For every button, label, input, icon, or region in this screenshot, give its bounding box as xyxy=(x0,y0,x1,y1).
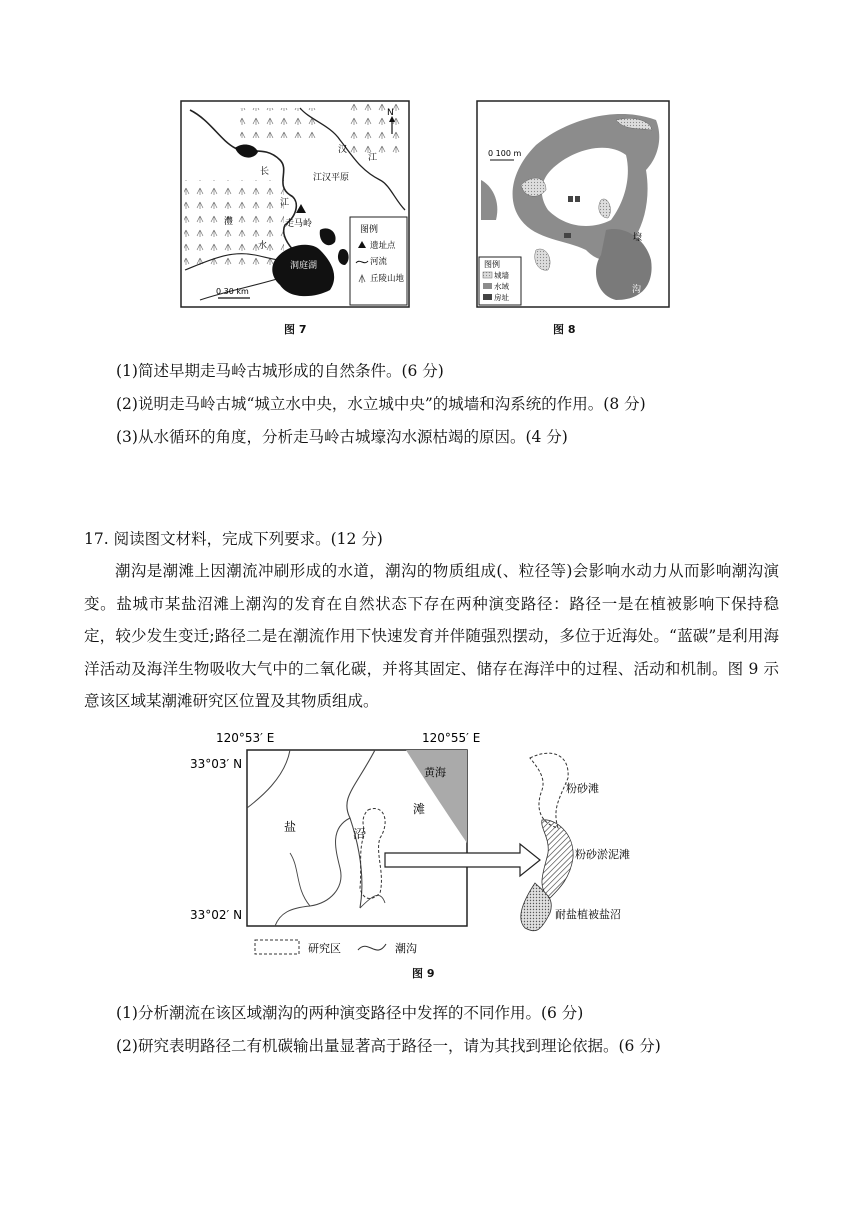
label-site: 走马岭 xyxy=(285,219,313,229)
figure-7-caption: 图 7 xyxy=(284,323,307,336)
lon-label-1: 120°53′ E xyxy=(216,731,275,745)
label-chang: 长 xyxy=(260,167,270,177)
hills-west xyxy=(184,180,284,270)
hills-north xyxy=(240,108,320,138)
figure-9-caption: 图 9 xyxy=(412,967,435,980)
hills-northeast xyxy=(350,104,405,154)
legend-item-river: 河流 xyxy=(370,257,388,267)
label-lake: 洞庭湖 xyxy=(290,261,318,271)
north-label: N xyxy=(387,108,394,118)
lat-label-1: 33°03′ N xyxy=(190,757,243,771)
legend-item-hills: 丘陵山地 xyxy=(370,274,405,284)
q17-item-1: (1)分析潮流在该区域潮沟的两种演变路径中发挥的不同作用。(6 分) xyxy=(116,1004,584,1022)
figure-8-caption: 图 8 xyxy=(553,323,576,336)
label-sea: 黄海 xyxy=(424,766,446,779)
legend-title: 图例 xyxy=(484,260,500,269)
label-zone-3: 耐盐植被盐沼 xyxy=(555,908,621,921)
label-han: 汉 xyxy=(338,145,348,155)
house-1 xyxy=(568,196,573,202)
house-3 xyxy=(564,233,571,238)
house-2 xyxy=(575,196,580,202)
legend-water-icon xyxy=(483,283,492,289)
legend-item-site: 遗址点 xyxy=(370,241,396,251)
legend-study-label: 研究区 xyxy=(308,942,341,955)
figure-8-map xyxy=(476,100,670,308)
q17-paragraph: 潮沟是潮滩上因潮流冲刷形成的水道，潮沟的物质组成(、粒径等)会影响水动力从而影响潮沟演变。盐城市某盐沼滩上潮沟的发育在自然状态下存在两种演变路径：路径一是在植被影响下保持稳定，较少发生变迁;路径二是在潮流作用下快速发育并伴随强烈摆动，多位于近海处。“蓝碳”是利用海洋活动及海洋生物吸收大气中的二氧化碳，并将其固定、储存在海洋中的过程、活动和机制。图 9 示意该区域某潮滩研究区位置及其物质组成。 xyxy=(84,562,779,710)
zone-silt-mud xyxy=(542,820,573,898)
zone-silt-beach xyxy=(530,753,568,828)
legend-creek-icon xyxy=(358,944,386,950)
label-jiang2: 江 xyxy=(368,153,378,163)
legend-item-wall: 城墙 xyxy=(494,271,509,280)
legend-study-icon xyxy=(255,940,299,954)
scale-label: 0 30 km xyxy=(216,287,249,296)
lon-label-2: 120°55′ E xyxy=(422,731,481,745)
legend-creek-label: 潮沟 xyxy=(395,942,417,955)
legend-house-icon xyxy=(483,294,492,300)
legend-title: 图例 xyxy=(360,225,379,235)
label-zhao: 沼 xyxy=(353,827,366,841)
label-hao: 壕 xyxy=(633,233,643,243)
legend-wall-icon xyxy=(483,272,492,278)
legend-item-house: 房址 xyxy=(494,293,509,302)
label-yan: 盐 xyxy=(284,820,297,834)
q17-header: 17. 阅读图文材料，完成下列要求。(12 分) xyxy=(84,530,383,548)
label-plain: 江汉平原 xyxy=(313,173,350,183)
label-tan: 滩 xyxy=(413,802,426,816)
figure-9-map xyxy=(190,728,630,984)
q17-item-2: (2)研究表明路径二有机碳输出量显著高于路径一，请为其找到理论依据。(6 分) xyxy=(116,1037,661,1055)
q16-item-3: (3)从水循环的角度，分析走马岭古城壕沟水源枯竭的原因。(4 分) xyxy=(116,428,568,446)
q16-item-1: (1)简述早期走马岭古城形成的自然条件。(6 分) xyxy=(116,362,444,380)
label-zone-2: 粉砂淤泥滩 xyxy=(575,848,630,861)
legend-item-water: 水域 xyxy=(494,282,509,291)
label-shui: 水 xyxy=(258,241,268,251)
scale-label: 0 100 m xyxy=(488,149,522,158)
figure-7-map xyxy=(180,100,410,308)
label-li: 澧 xyxy=(224,217,234,227)
lat-label-2: 33°02′ N xyxy=(190,908,243,922)
label-zone-1: 粉砂滩 xyxy=(566,782,599,795)
label-jiang1: 江 xyxy=(280,198,290,208)
q16-item-2: (2)说明走马岭古城“城立水中央，水立城中央”的城墙和沟系统的作用。(8 分) xyxy=(116,395,646,413)
label-gou: 沟 xyxy=(632,285,642,295)
